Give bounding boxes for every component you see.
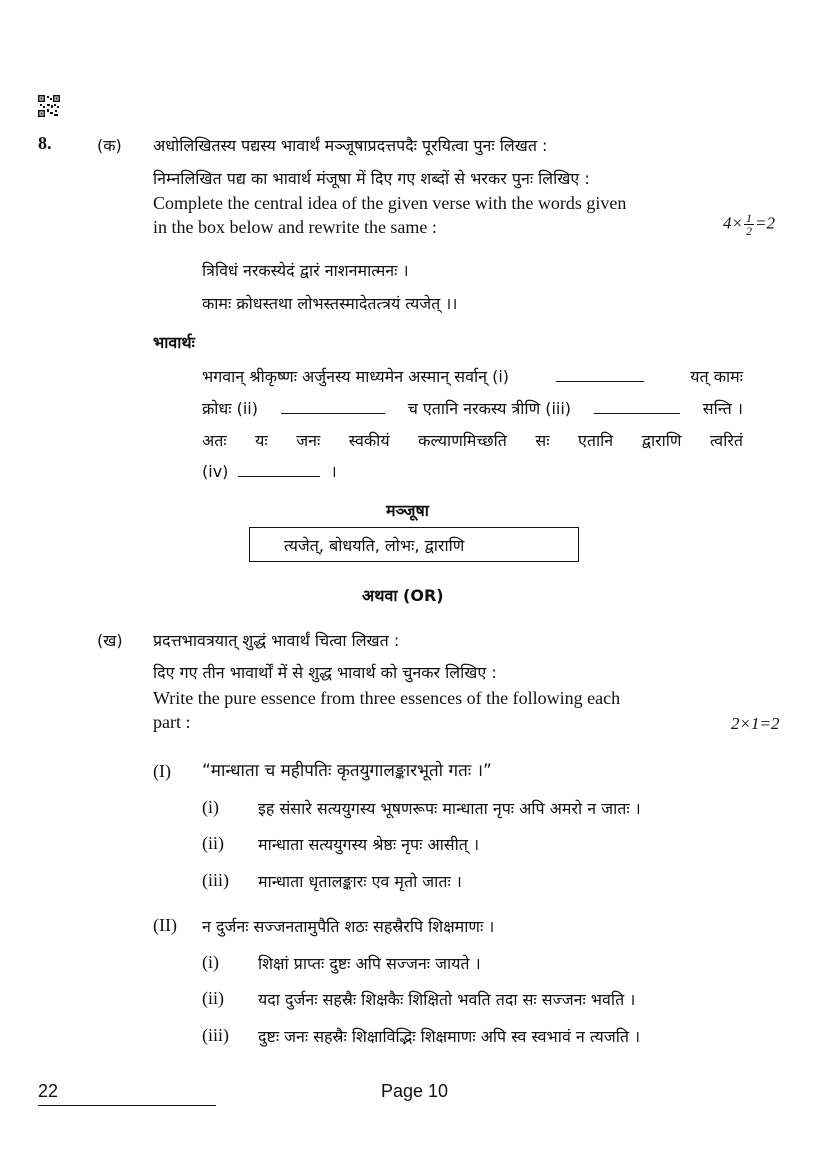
verse-line-1: त्रिविधं नरकस्येदं द्वारं नाशनमात्मनः । [202, 261, 409, 280]
item-II-option-i-num: (i) [202, 952, 219, 972]
item-II-option-iii-text: दुष्टः जनः सहस्रैः शिक्षाविद्भिः शिक्षमाणः अपि स्व स्वभावं न त्यजति । [258, 1027, 641, 1046]
instruction-hindi: निम्नलिखित पद्य का भावार्थ मंजूषा में दिए गए शब्दों से भरकर पुनः लिखिए : [153, 169, 590, 188]
bhavarth-line-1-start: भगवान् श्रीकृष्णः अर्जुनस्य माध्यमेन अस्मान् सर्वान् (i) [202, 367, 510, 386]
bhavarth-line-4-start: (iv) [202, 462, 229, 481]
item-I-option-ii-text: मान्धाता सत्ययुगस्य श्रेष्ठः नृपः आसीत् । [258, 835, 480, 854]
manjusha-box [249, 527, 579, 562]
item-I-option-iii-num: (iii) [202, 870, 229, 890]
item-I-text: “मान्धाता च महीपतिः कृतयुगालङ्कारभूतो गतः ।” [202, 761, 492, 781]
marks-prefix: 4× [723, 213, 743, 233]
item-II-option-i-text: शिक्षां प्राप्तः दुष्टः अपि सज्जनः जायते । [258, 954, 481, 973]
bhavarth-line-3: अतः यः जनः स्वकीयं कल्याणमिच्छति सः एतानि द्वाराणि त्वरितं [202, 431, 743, 450]
bhavarth-line-1 [202, 365, 743, 387]
marks-fraction [744, 212, 754, 237]
bhavarth-line-2 [202, 397, 743, 419]
item-II-option-iii-num: (iii) [202, 1025, 229, 1045]
instruction-b-sanskrit: प्रदत्तभावत्रयात् शुद्धं भावार्थं चित्वा लिखत : [153, 631, 400, 650]
bhavarth-line-2-start: क्रोधः (ii) [202, 399, 258, 418]
item-I-roman: (I) [153, 761, 171, 781]
item-I-option-i-text: इह संसारे सत्ययुगस्य भूषणरूपः मान्धाता नृपः अपि अमरो न जातः । [258, 799, 641, 818]
item-II-option-ii-num: (ii) [202, 988, 224, 1008]
fraction-numerator: 1 [745, 211, 752, 225]
fraction-denominator: 2 [745, 224, 752, 238]
blank-i [556, 380, 644, 382]
question-number: 8. [38, 133, 52, 153]
part-a-label: (क) [97, 136, 122, 155]
bhavarth-line-2-end: सन्ति । [702, 399, 743, 418]
blank-iv [238, 475, 320, 477]
blank-iii [594, 412, 680, 414]
page-number: Page 10 [381, 1081, 449, 1101]
manjusha-words: त्यजेत्, बोधयति, लोभः, द्वाराणि [284, 536, 465, 555]
paper-code: 22 [38, 1081, 59, 1101]
item-I-option-iii-text: मान्धाता धृतालङ्कारः एव मृतो जातः । [258, 872, 462, 891]
marks-part-a [723, 212, 775, 237]
marks-suffix: =2 [754, 213, 775, 233]
or-label: अथवा (OR) [362, 586, 444, 605]
item-II-text: न दुर्जनः सज्जनतामुपैति शठः सहस्रैरपि शिक्षमाणः । [202, 917, 495, 936]
instruction-b-hindi: दिए गए तीन भावार्थों में से शुद्ध भावार्थ को चुनकर लिखिए : [153, 663, 497, 682]
manjusha-heading: मञ्जूषा [386, 501, 429, 520]
part-b-label: (ख) [97, 631, 123, 650]
bhavarth-line-1-end: यत् कामः [690, 367, 743, 386]
instruction-sanskrit: अधोलिखितस्य पद्यस्य भावार्थं मञ्जूषाप्रदत्तपदैः पूरयित्वा पुनः लिखत : [153, 136, 548, 155]
instruction-b-english-line-1: Write the pure essence from three essences of the following each [153, 688, 621, 708]
instruction-english-line-2: in the box below and rewrite the same : [153, 217, 437, 237]
item-I-option-ii-num: (ii) [202, 833, 224, 853]
blank-ii [281, 412, 385, 414]
item-II-option-ii-text: यदा दुर्जनः सहस्रैः शिक्षकैः शिक्षितो भवति तदा सः सज्जनः भवति । [258, 990, 636, 1009]
marks-part-b: 2×1=2 [731, 714, 780, 733]
instruction-english-line-1: Complete the central idea of the given verse with the words given [153, 193, 627, 213]
verse-line-2: कामः क्रोधस्तथा लोभस्तस्मादेतत्त्रयं त्यजेत् ।। [202, 294, 458, 313]
qr-code-icon [38, 95, 60, 117]
bhavarth-heading: भावार्थः [153, 333, 195, 352]
item-I-option-i-num: (i) [202, 797, 219, 817]
footer-divider [38, 1105, 216, 1106]
bhavarth-line-2-middle: च एतानि नरकस्य त्रीणि (iii) [407, 399, 572, 418]
instruction-b-english-line-2: part : [153, 712, 191, 732]
item-II-roman: (II) [153, 915, 177, 935]
bhavarth-line-4 [202, 460, 337, 482]
bhavarth-line-4-end: । [330, 462, 337, 481]
